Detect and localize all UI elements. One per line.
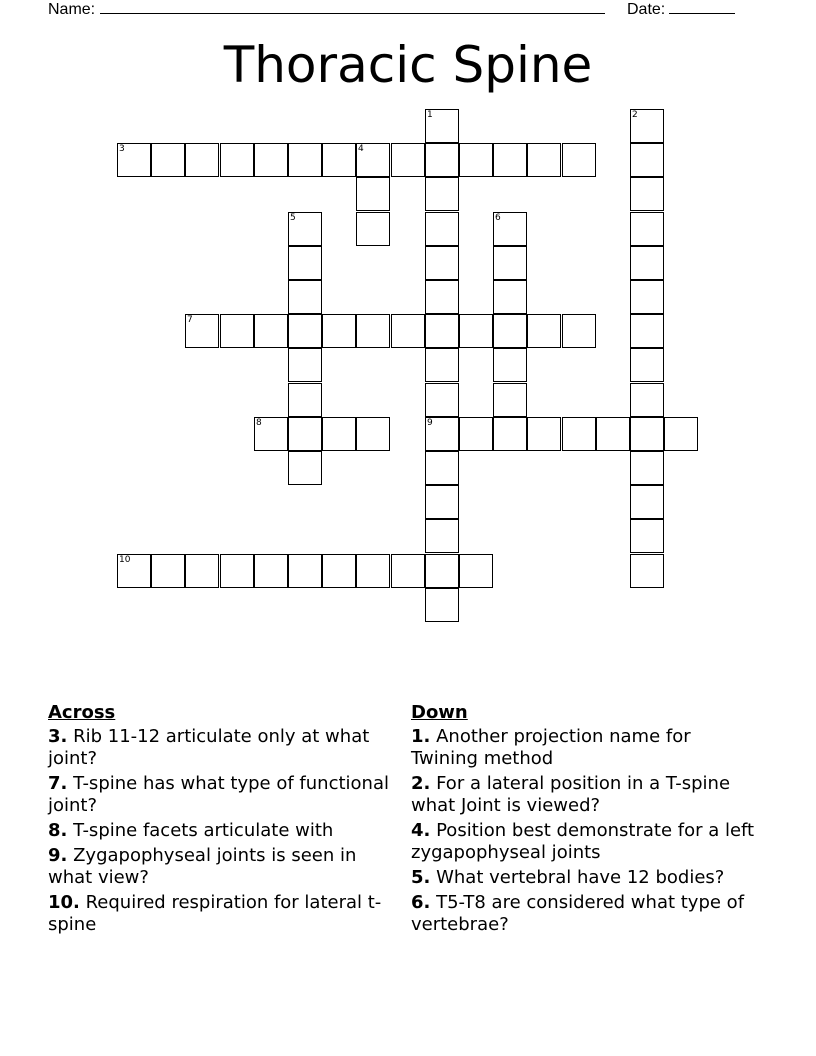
- crossword-cell[interactable]: [356, 212, 390, 246]
- crossword-cell[interactable]: [425, 212, 459, 246]
- crossword-cell[interactable]: [425, 485, 459, 519]
- clue-number: 1.: [411, 726, 431, 747]
- crossword-cell[interactable]: [425, 451, 459, 485]
- crossword-cell[interactable]: [664, 417, 698, 451]
- name-label: Name:: [48, 1, 96, 18]
- crossword-cell[interactable]: [493, 212, 527, 246]
- crossword-cell[interactable]: [322, 417, 356, 451]
- clue-number: 4.: [411, 820, 431, 841]
- cell-number: 8: [256, 418, 262, 428]
- crossword-cell[interactable]: [288, 314, 322, 348]
- across-clue: [48, 845, 398, 889]
- across-clue: [48, 892, 398, 936]
- crossword-cell[interactable]: [288, 417, 322, 451]
- crossword-cell[interactable]: [562, 417, 596, 451]
- cell-number: 7: [187, 315, 193, 325]
- crossword-cell[interactable]: [630, 383, 664, 417]
- clue-number: 8.: [48, 820, 68, 841]
- crossword-cell[interactable]: [630, 177, 664, 211]
- cell-number: 9: [427, 418, 433, 428]
- crossword-cell[interactable]: [493, 280, 527, 314]
- clue-number: 10.: [48, 892, 80, 913]
- clue-text: Required respiration for lateral t-spine: [48, 892, 382, 935]
- crossword-cell[interactable]: [185, 314, 219, 348]
- down-clue: [411, 867, 761, 889]
- crossword-cell[interactable]: [425, 177, 459, 211]
- crossword-cell[interactable]: [425, 383, 459, 417]
- crossword-cell[interactable]: [630, 417, 664, 451]
- clue-text: For a lateral position in a T-spine what Joint is viewed?: [411, 773, 731, 816]
- crossword-cell[interactable]: [356, 314, 390, 348]
- crossword-cell[interactable]: [322, 314, 356, 348]
- crossword-cell[interactable]: [288, 348, 322, 382]
- cell-number: 1: [427, 110, 433, 120]
- crossword-cell[interactable]: [630, 280, 664, 314]
- clue-text: T5-T8 are considered what type of vertebrae?: [411, 892, 745, 935]
- down-clue: [411, 820, 761, 864]
- crossword-cell[interactable]: [288, 383, 322, 417]
- crossword-cell[interactable]: [630, 485, 664, 519]
- clue-text: Position best demonstrate for a left zygapophyseal joints: [411, 820, 755, 863]
- crossword-cell[interactable]: [527, 417, 561, 451]
- crossword-cell[interactable]: [630, 143, 664, 177]
- crossword-cell[interactable]: [425, 143, 459, 177]
- cell-number: 4: [358, 144, 364, 154]
- crossword-cell[interactable]: [288, 451, 322, 485]
- down-clue: [411, 773, 761, 817]
- crossword-cell[interactable]: [493, 417, 527, 451]
- crossword-cell[interactable]: [151, 554, 185, 588]
- page-title: Thoracic Spine: [223, 36, 593, 94]
- crossword-cell[interactable]: [220, 314, 254, 348]
- clue-number: 9.: [48, 845, 68, 866]
- crossword-cell[interactable]: [425, 554, 459, 588]
- crossword-cell[interactable]: [254, 314, 288, 348]
- crossword-cell[interactable]: [562, 143, 596, 177]
- crossword-cell[interactable]: [527, 143, 561, 177]
- crossword-cell[interactable]: [630, 109, 664, 143]
- down-clues: [411, 702, 761, 939]
- crossword-cell[interactable]: [322, 143, 356, 177]
- crossword-cell[interactable]: [391, 554, 425, 588]
- crossword-cell[interactable]: [425, 519, 459, 553]
- crossword-cell[interactable]: [254, 554, 288, 588]
- clue-text: Rib 11-12 articulate only at what joint?: [48, 726, 370, 769]
- crossword-cell[interactable]: [356, 417, 390, 451]
- crossword-cell[interactable]: [630, 212, 664, 246]
- crossword-cell[interactable]: [527, 314, 561, 348]
- crossword-cell[interactable]: [391, 314, 425, 348]
- crossword-cell[interactable]: [630, 348, 664, 382]
- crossword-cell[interactable]: [425, 246, 459, 280]
- crossword-cell[interactable]: [630, 519, 664, 553]
- crossword-cell[interactable]: [493, 314, 527, 348]
- crossword-cell[interactable]: [356, 177, 390, 211]
- clue-number: 3.: [48, 726, 68, 747]
- clue-text: T-spine has what type of functional joint?: [48, 773, 389, 816]
- crossword-cell[interactable]: [425, 417, 459, 451]
- crossword-cell[interactable]: [288, 280, 322, 314]
- clue-text: Zygapophyseal joints is seen in what view?: [48, 845, 357, 888]
- crossword-cell[interactable]: [425, 109, 459, 143]
- across-clues: [48, 702, 398, 939]
- clue-number: 5.: [411, 867, 431, 888]
- crossword-cell[interactable]: [459, 314, 493, 348]
- cell-number: 3: [119, 144, 125, 154]
- crossword-cell[interactable]: [493, 143, 527, 177]
- clue-number: 6.: [411, 892, 431, 913]
- crossword-cell[interactable]: [630, 314, 664, 348]
- crossword-cell[interactable]: [288, 246, 322, 280]
- crossword-cell[interactable]: [220, 143, 254, 177]
- crossword-cell[interactable]: [562, 314, 596, 348]
- crossword-cell[interactable]: [322, 554, 356, 588]
- clue-text: Another projection name for Twining method: [411, 726, 691, 769]
- across-clue: [48, 726, 398, 770]
- clue-number: 2.: [411, 773, 431, 794]
- crossword-cell[interactable]: [630, 451, 664, 485]
- crossword-cell[interactable]: [117, 554, 151, 588]
- across-clue: [48, 773, 398, 817]
- clue-text: What vertebral have 12 bodies?: [430, 867, 725, 888]
- crossword-cell[interactable]: [493, 383, 527, 417]
- cell-number: 2: [632, 110, 638, 120]
- crossword-cell[interactable]: [185, 143, 219, 177]
- crossword-cell[interactable]: [630, 246, 664, 280]
- date-label: Date:: [627, 1, 666, 18]
- crossword-cell[interactable]: [459, 143, 493, 177]
- crossword-cell[interactable]: [288, 554, 322, 588]
- crossword-cell[interactable]: [254, 417, 288, 451]
- crossword-cell[interactable]: [459, 417, 493, 451]
- crossword-cell[interactable]: [254, 143, 288, 177]
- cell-number: 5: [290, 213, 296, 223]
- cell-number: 6: [495, 213, 501, 223]
- down-heading: Down: [411, 702, 468, 723]
- crossword-cell[interactable]: [288, 143, 322, 177]
- across-clue: [48, 820, 398, 842]
- crossword-cell[interactable]: [151, 143, 185, 177]
- crossword-cell[interactable]: [288, 212, 322, 246]
- crossword-cell[interactable]: [425, 588, 459, 622]
- crossword-cell[interactable]: [596, 417, 630, 451]
- crossword-cell[interactable]: [630, 554, 664, 588]
- crossword-cell[interactable]: [425, 314, 459, 348]
- across-heading: Across: [48, 702, 116, 723]
- crossword-cell[interactable]: [459, 554, 493, 588]
- crossword-cell[interactable]: [493, 246, 527, 280]
- cell-number: 10: [119, 555, 131, 565]
- clue-text: T-spine facets articulate with: [67, 820, 334, 841]
- down-clue: [411, 726, 761, 770]
- crossword-cell[interactable]: [117, 143, 151, 177]
- crossword-cell[interactable]: [425, 280, 459, 314]
- crossword-cell[interactable]: [356, 143, 390, 177]
- crossword-cell[interactable]: [220, 554, 254, 588]
- crossword-cell[interactable]: [391, 143, 425, 177]
- crossword-cell[interactable]: [493, 348, 527, 382]
- clue-number: 7.: [48, 773, 68, 794]
- crossword-cell[interactable]: [425, 348, 459, 382]
- crossword-cell[interactable]: [356, 554, 390, 588]
- crossword-cell[interactable]: [185, 554, 219, 588]
- down-clue: [411, 892, 761, 936]
